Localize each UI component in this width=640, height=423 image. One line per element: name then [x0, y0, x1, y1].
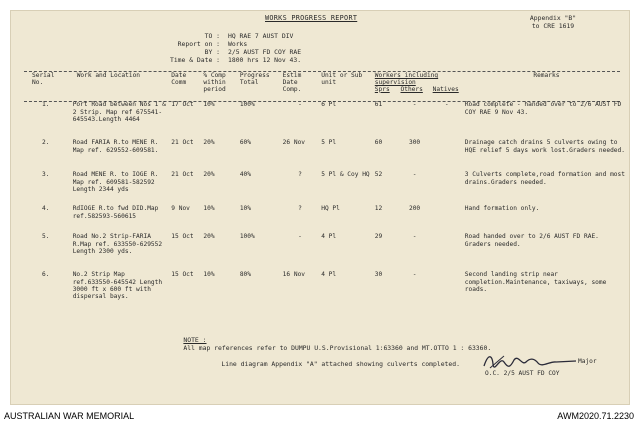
appendix-line: to CRE 1619 [531, 22, 575, 30]
date-cell: 21 Oct [171, 139, 194, 147]
report-title: WORKS PROGRESS REPORT [265, 14, 358, 22]
header-value: HQ RAE 7 AUST DIV [228, 32, 294, 40]
others-cell: 300 [408, 139, 421, 147]
total-cell: 100% [239, 101, 255, 109]
work-cell: Road MENE R. to IOGE R. Map ref. 609581-582592 Length 2344 yds [72, 171, 159, 193]
total-cell: 10% [239, 205, 252, 213]
natives-cell [431, 205, 463, 233]
sprs-cell: 60 [374, 139, 383, 147]
header-value: 1800 hrs 12 Nov 43. [228, 56, 302, 64]
table-row [30, 271, 630, 309]
work-cell: No.2 Strip Map ref.633550-645542 Length 3000 ft x 600 ft with dispersal bays. [72, 271, 163, 300]
header-value: 2/5 AUST FD COY RAE [228, 48, 302, 56]
remarks-cell: Road complete - handed over to 2/6 AUST FD COY RAE 9 Nov 43. [464, 101, 622, 116]
sprs-cell: 30 [374, 271, 383, 279]
work-cell: Road No.2 Strip-FARIA R.Map ref. 633550-629552 Length 2300 yds. [72, 233, 163, 255]
column-header: Natives [432, 85, 459, 93]
table-row [30, 233, 630, 271]
others-cell: - [412, 233, 417, 241]
note-line: All map references refer to DUMPU U.S.Provisional 1:63360 and MT.OTTO 1 : 63360. [183, 344, 492, 352]
column-header: Work and Location [76, 72, 141, 79]
others-cell: 200 [408, 205, 421, 213]
column-header: Unit or Sub unit [321, 72, 363, 86]
work-cell: Road FARIA R.to MENE R. Map ref. 629552-609581. [72, 139, 159, 154]
unit-cell: 4 Pl [321, 271, 337, 279]
sprs-cell: 29 [374, 233, 383, 241]
others-cell: - [412, 171, 417, 179]
serial-cell: 1. [42, 101, 50, 109]
pct-cell: 10% [203, 271, 215, 279]
remarks-cell: Hand formation only. [464, 205, 540, 213]
pct-cell: 20% [203, 139, 215, 147]
column-header: Remarks [533, 72, 560, 79]
total-cell: 40% [239, 171, 252, 179]
signature-scribble [480, 350, 580, 372]
date-cell: 15 Oct [171, 233, 194, 241]
progress-table [30, 73, 630, 309]
estim-cell: 16 Nov [282, 271, 306, 279]
header-value: Works [228, 40, 248, 48]
work-cell: RdIOGE R.to fwd DID.Map ref.582593-560615 [72, 205, 159, 220]
header-label: Time & Date : [169, 56, 220, 64]
appendix-reference [518, 14, 588, 30]
note-label: NOTE : [183, 336, 207, 344]
natives-cell [431, 171, 463, 205]
others-cell: - [412, 101, 417, 109]
serial-cell: 3. [42, 171, 50, 179]
unit-cell: 6 Pl [321, 101, 337, 109]
header-label: Report on : [177, 40, 220, 48]
serial-cell: 6. [42, 271, 50, 279]
table-header-row [30, 73, 630, 87]
estim-cell: ? [298, 205, 302, 213]
appendix-line: Appendix "B" [529, 14, 577, 22]
natives-cell [431, 271, 463, 309]
work-cell: Port Road between Nos 1 & 2 Strip. Map ref 675541-645543.Length 4464 [72, 101, 166, 123]
serial-cell: 4. [42, 205, 50, 213]
column-header: Estim Date Comp. [282, 72, 302, 93]
natives-cell [431, 139, 463, 171]
date-cell: 21 Oct [171, 171, 194, 179]
remarks-cell: Second landing strip near completion.Maintenance, taxiways, some roads. [464, 271, 607, 293]
date-cell: 17 Oct [171, 101, 194, 109]
estim-cell: - [298, 233, 302, 241]
natives-cell [431, 233, 463, 271]
total-cell: 100% [239, 233, 255, 241]
note-line: Line diagram Appendix "A" attached showing culverts completed. [221, 360, 460, 368]
serial-cell: 2. [42, 139, 50, 147]
pct-cell: 20% [203, 233, 215, 241]
workers-header: Workers including supervision [374, 72, 439, 86]
total-cell: 60% [239, 139, 252, 147]
pct-cell: 20% [203, 171, 215, 179]
column-header: % Comp within period [203, 72, 226, 93]
unit-cell: 5 Pl [321, 139, 337, 147]
header-labels [140, 32, 220, 64]
column-header: Date Comm [171, 72, 187, 86]
unit-cell: 5 Pl & Coy HQ [321, 171, 370, 179]
column-header: Sprs [374, 85, 390, 93]
natives-cell: - [444, 101, 449, 109]
others-cell: - [412, 271, 417, 279]
table-row [30, 171, 630, 205]
header-values [228, 32, 301, 64]
table-row [30, 139, 630, 171]
remarks-cell: Road handed over to 2/6 AUST FD RAE. Graders needed. [464, 233, 599, 248]
sprs-cell: 61 [374, 101, 383, 109]
total-cell: 80% [239, 271, 252, 279]
pct-cell: 10% [203, 205, 215, 213]
column-header: Progress Total [239, 72, 270, 86]
pct-cell: 10% [203, 101, 215, 109]
unit-cell: 4 Pl [321, 233, 337, 241]
signature-rank: Major [578, 358, 597, 365]
estim-cell: ? [298, 171, 302, 179]
column-header: Others [400, 85, 423, 93]
column-header: Serial No. [32, 72, 55, 86]
unit-cell: HQ Pl [321, 205, 340, 213]
header-label: TO : [204, 32, 220, 40]
sprs-cell: 12 [374, 205, 383, 213]
table-row [30, 205, 630, 233]
estim-cell: - [298, 101, 302, 109]
estim-cell: 26 Nov [282, 139, 306, 147]
header-label: BY : [204, 48, 220, 56]
report-sheet [10, 10, 630, 405]
date-cell: 15 Oct [171, 271, 194, 279]
date-cell: 9 Nov [171, 205, 190, 213]
serial-cell: 5. [42, 233, 50, 241]
table-row [30, 101, 630, 139]
footnote [168, 328, 491, 376]
signature-unit: O.C. 2/5 AUST FD COY [485, 370, 560, 377]
remarks-cell: Drainage catch drains 5 culverts owing to HQE relief 5 days work lost.Graders needed. [464, 139, 625, 154]
sprs-cell: 52 [374, 171, 383, 179]
archive-caption: AUSTRALIAN WAR MEMORIAL [4, 411, 135, 421]
archive-reference: AWM2020.71.2230 [557, 411, 634, 421]
remarks-cell: 3 Culverts complete,road formation and most drains.Graders needed. [464, 171, 625, 186]
